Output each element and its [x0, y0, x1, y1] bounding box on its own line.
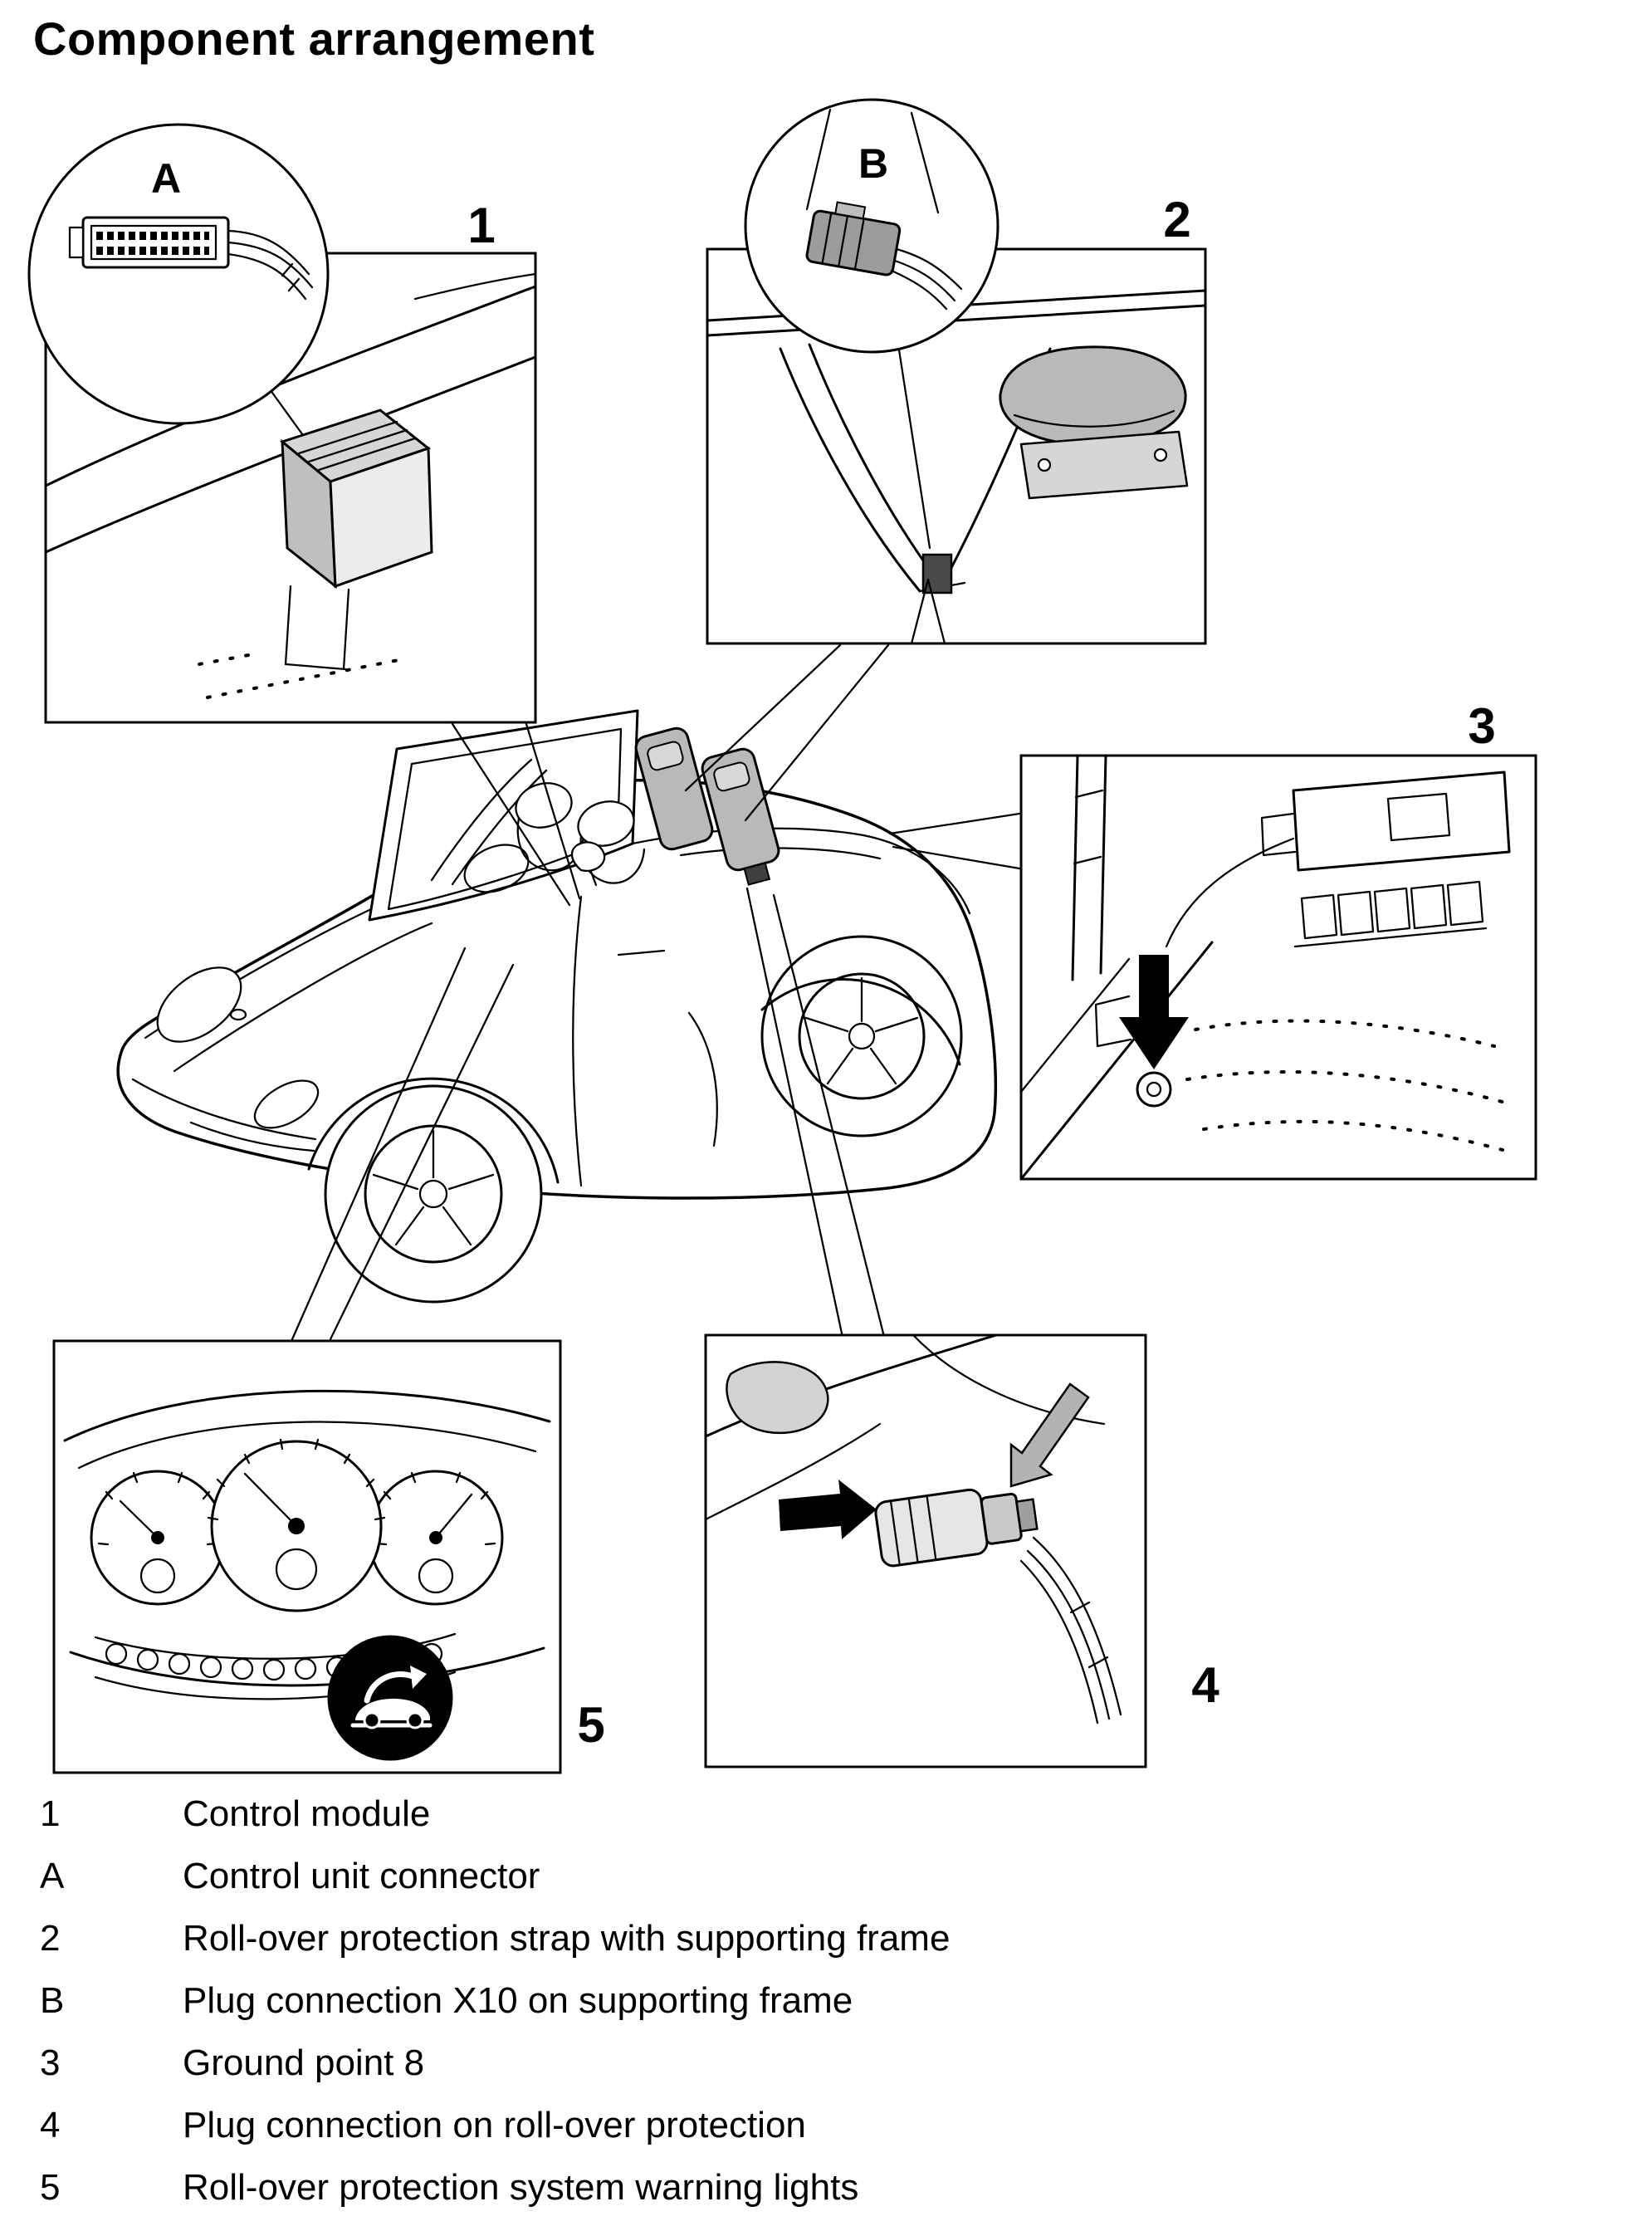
car-overview-drawing [118, 711, 995, 1302]
detail-3-label: 3 [1468, 698, 1496, 754]
page-title: Component arrangement [33, 12, 595, 65]
legend-key: 3 [40, 2042, 61, 2083]
legend-key: 4 [40, 2105, 61, 2145]
legend-key: 2 [40, 1918, 61, 1959]
legend-text: Control module [183, 1793, 431, 1834]
legend-row [40, 1856, 1609, 1918]
legend [40, 1793, 1609, 2221]
front-wheel [325, 1086, 541, 1302]
callout-circle-b [745, 100, 998, 352]
legend-key: B [40, 1980, 65, 2021]
callout-a-label: A [150, 155, 182, 202]
legend-text: Ground point 8 [183, 2042, 425, 2083]
detail-view-4 [706, 1335, 1146, 1767]
legend-text: Plug connection X10 on supporting frame [183, 1980, 853, 2021]
legend-text: Plug connection on roll-over protection [183, 2105, 806, 2145]
legend-row [40, 1918, 1609, 1980]
legend-row [40, 2042, 1609, 2105]
legend-row [40, 2105, 1609, 2167]
callout-circle-a [29, 125, 328, 423]
detail-4-label: 4 [1191, 1657, 1219, 1713]
legend-row [40, 1980, 1609, 2042]
legend-row [40, 1793, 1609, 1856]
legend-key: 1 [40, 1793, 61, 1834]
detail-2-label: 2 [1163, 192, 1191, 247]
legend-text: Roll-over protection strap with supporting frame [183, 1918, 951, 1959]
legend-row [40, 2167, 1609, 2221]
detail-1-label: 1 [467, 198, 496, 253]
callout-b-label: B [858, 140, 889, 187]
legend-key: A [40, 1856, 65, 1896]
legend-text: Roll-over protection system warning lights [183, 2167, 859, 2208]
detail-view-5 [54, 1341, 560, 1773]
legend-key: 5 [40, 2167, 61, 2208]
detail-5-label: 5 [577, 1697, 605, 1753]
detail-view-3 [1021, 756, 1536, 1179]
rollover-warning-icon [328, 1636, 452, 1760]
legend-text: Control unit connector [183, 1856, 540, 1896]
